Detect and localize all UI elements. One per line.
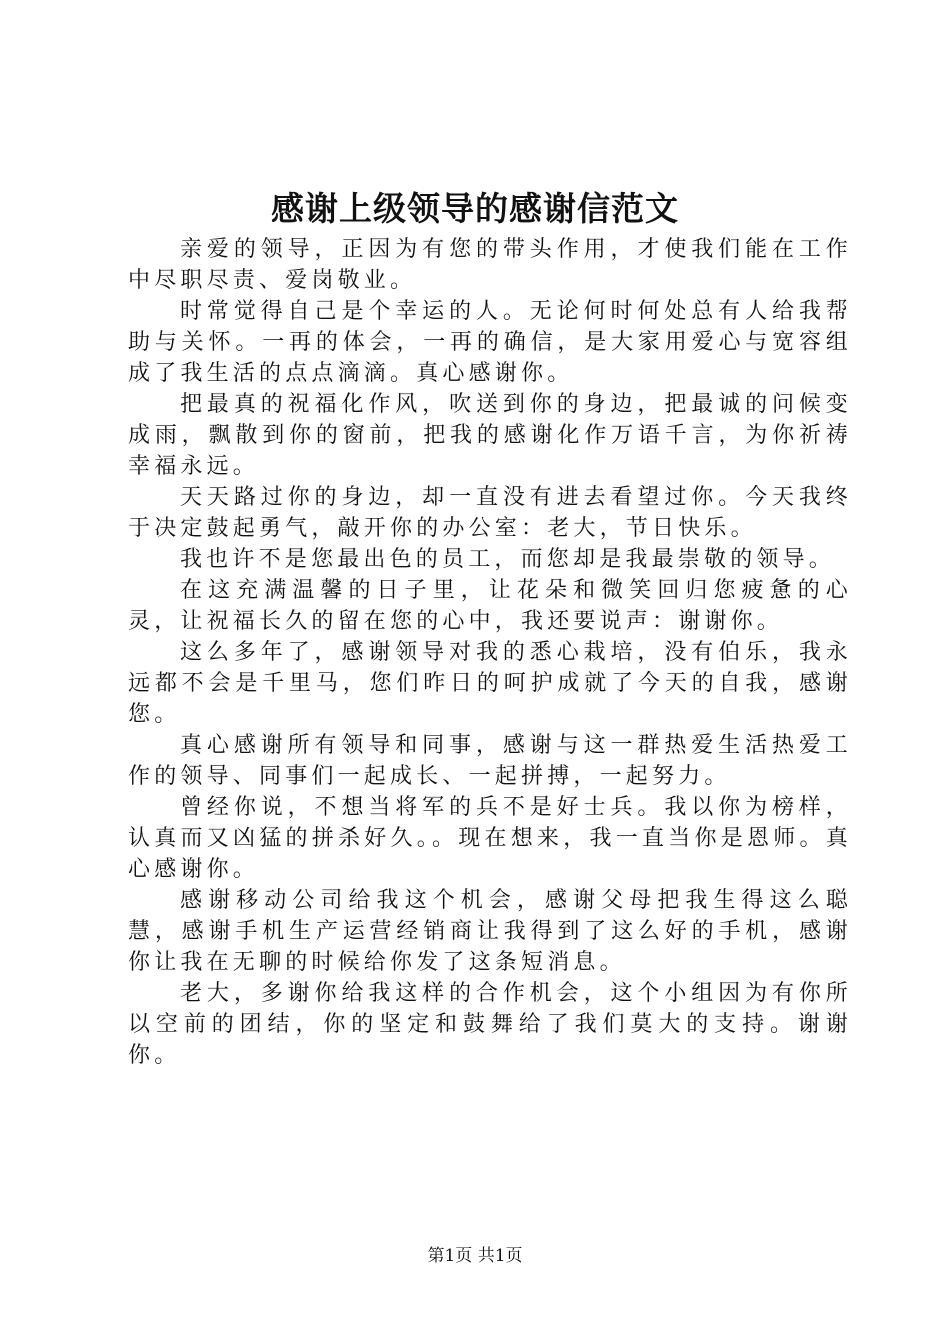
paragraph-1: 亲爱的领导，正因为有您的带头作用，才使我们能在工作中尽职尽责、爱岗敬业。 [128,237,852,293]
paragraph-3: 把最真的祝福化作风，吹送到你的身边，把最诚的问候变成雨，飘散到你的窗前，把我的感谢化作万语千言，为你祈祷幸福永远。 [128,392,852,479]
paragraph-10: 感谢移动公司给我这个机会，感谢父母把我生得这么聪慧，感谢手机生产运营经销商让我得到了这么好的手机，感谢你让我在无聊的时候给你发了这条短消息。 [128,888,852,975]
paragraph-7: 这么多年了，感谢领导对我的悉心栽培，没有伯乐，我永远都不会是千里马，您们昨日的呵护成就了今天的自我，感谢您。 [128,640,852,727]
paragraph-5: 我也许不是您最出色的员工，而您却是我最崇敬的领导。 [180,547,836,572]
paragraph-6: 在这充满温馨的日子里，让花朵和微笑回归您疲惫的心灵，让祝福长久的留在您的心中，我还要说声：谢谢你。 [128,578,852,634]
letter-body [128,234,852,1071]
paragraph-8: 真心感谢所有领导和同事，感谢与这一群热爱生活热爱工作的领导、同事们一起成长、一起拼搏，一起努力。 [128,733,852,789]
paragraph-2: 时常觉得自己是个幸运的人。无论何时何处总有人给我帮助与关怀。一再的体会，一再的确信，是大家用爱心与宽容组成了我生活的点点滴滴。真心感谢你。 [128,299,852,386]
paragraph-11: 老大，多谢你给我这样的合作机会，这个小组因为有你所以空前的团结，你的坚定和鼓舞给了我们莫大的支持。谢谢你。 [128,981,852,1068]
paragraph-4: 天天路过你的身边，却一直没有进去看望过你。今天我终于决定鼓起勇气，敲开你的办公室：老大，节日快乐。 [128,485,852,541]
document-title: 感谢上级领导的感谢信范文 [271,189,679,228]
page-footer: 第1页 共1页 [427,1246,523,1266]
paragraph-9: 曾经你说，不想当将军的兵不是好士兵。我以你为榜样，认真而又凶猛的拼杀好久。。现在想来，我一直当你是恩师。真心感谢你。 [128,795,852,882]
